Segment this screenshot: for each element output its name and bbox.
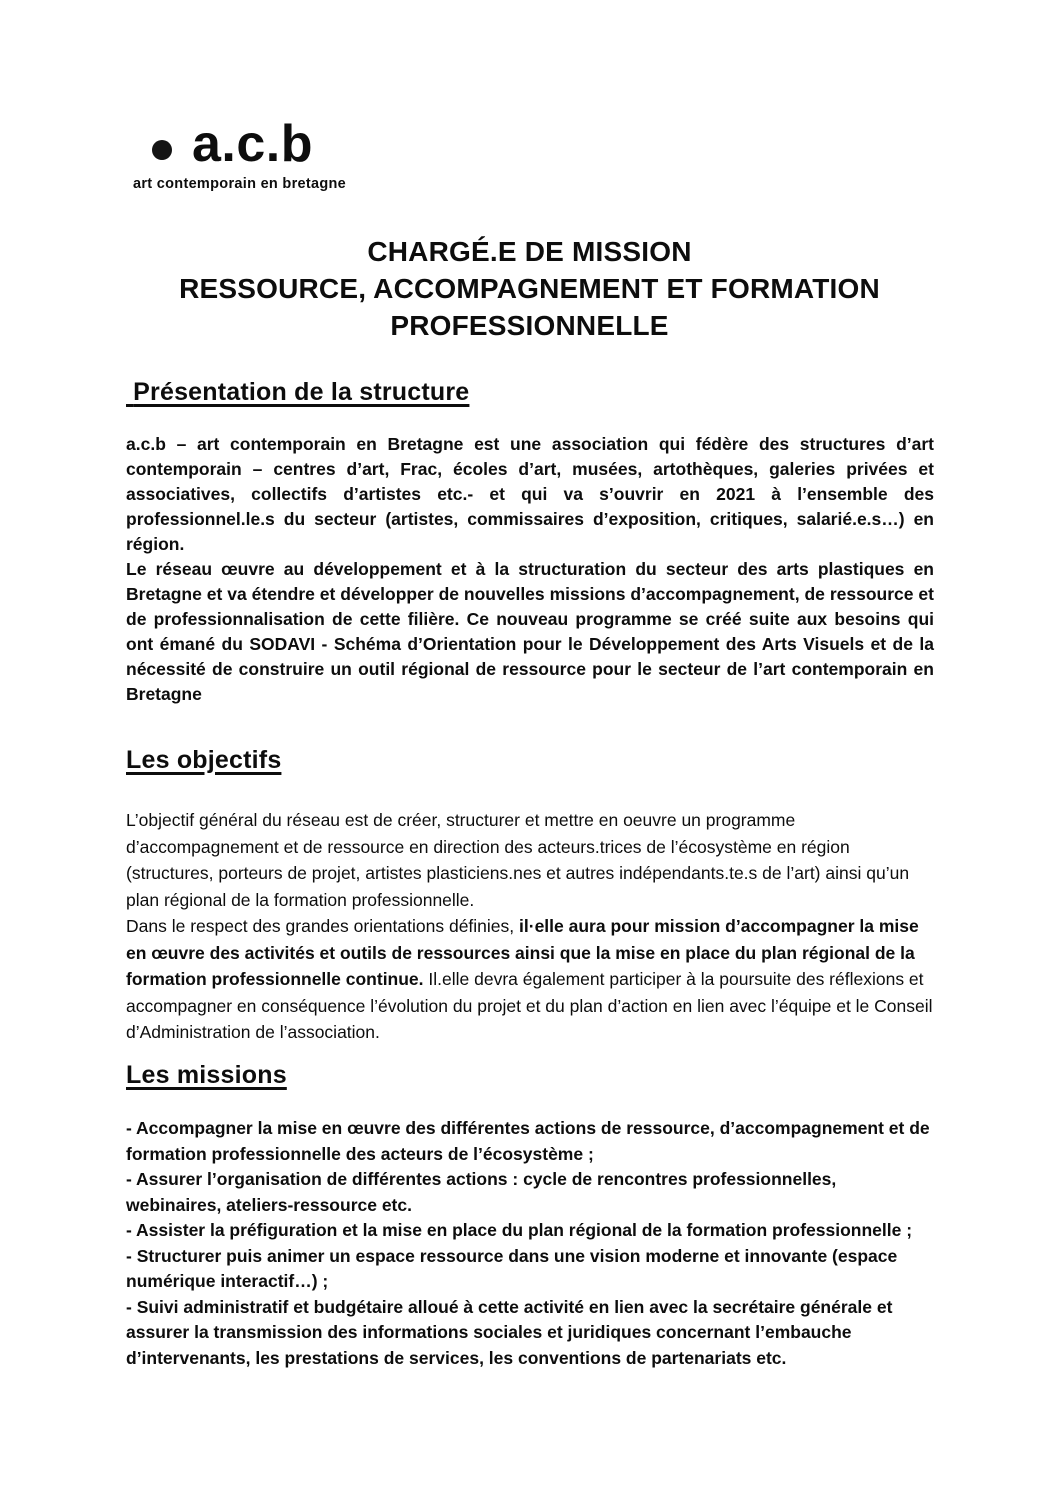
- objectifs-paragraph-2: [126, 913, 934, 1046]
- missions-body: [126, 1116, 934, 1371]
- mission-item: - Assister la préfiguration et la mise en place du plan régional de la formation professionnelle ;: [126, 1220, 913, 1240]
- presentation-paragraph-2: Le réseau œuvre au développement et à la structuration du secteur des arts plastiques en Bretagne et va étendre et développer de nouvelles missions d’accompagnement, de ressource et de professionnalisation de cette filière. Ce nouveau programme se créé suite aux besoins qui ont émané du SODAVI - Schéma d’Orientation pour le Développement des Arts Visuels et de la nécessité de construire un outil régional de ressource pour le secteur de l’art contemporain en Bretagne: [126, 559, 934, 704]
- objectifs-paragraph-2-bold: il·elle aura pour mission d’accompagner la mise en œuvre des activités et outils de ressources ainsi que la mise en place du plan régional de la formation professionnelle continue.: [126, 916, 919, 989]
- mission-item: - Assurer l’organisation de différentes actions : cycle de rencontres professionnelles, webinaires, ateliers-ressource etc.: [126, 1169, 837, 1215]
- heading-missions-text: Les missions: [126, 1061, 287, 1089]
- heading-missions: [126, 1061, 287, 1090]
- heading-presentation-text: Présentation de la structure: [126, 378, 470, 406]
- logo-tagline: art contemporain en bretagne: [133, 176, 347, 192]
- document-title: [126, 233, 933, 344]
- presentation-paragraph-1: a.c.b – art contemporain en Bretagne est une association qui fédère des structures d’art contemporain – centres d’art, Frac, écoles d’art, musées, artothèques, galeries privées et associatives, collectifs d’artistes etc.- et qui va s’ouvrir en 2021 à l’ensemble des professionnel.le.s du secteur (artistes, commissaires d’exposition, critiques, salarié.e.s…) en région.: [126, 434, 934, 554]
- mission-item: - Structurer puis animer un espace ressource dans une vision moderne et innovante (espace numérique interactif…) ;: [126, 1245, 898, 1291]
- heading-objectifs: [126, 746, 281, 775]
- title-line-2: RESSOURCE, ACCOMPAGNEMENT ET FORMATION: [179, 273, 880, 304]
- title-line-1: CHARGÉ.E DE MISSION: [367, 236, 692, 267]
- objectifs-paragraph-2-end: Il.elle devra également participer à la poursuite des réflexions et accompagner en conséquence l’évolution du projet et du plan d’action en lien avec l’équipe et le Conseil d’Administration de l’association.: [126, 969, 933, 1042]
- heading-presentation: [126, 378, 469, 407]
- logo-brand: a.c.b: [192, 115, 313, 173]
- objectifs-paragraph-2-start: Dans le respect des grandes orientations définies,: [126, 916, 520, 936]
- mission-item: - Accompagner la mise en œuvre des différentes actions de ressource, d’accompagnement et de formation professionnelle des acteurs de l’écosystème ;: [126, 1118, 930, 1164]
- logo: [152, 115, 313, 173]
- title-line-3: PROFESSIONNELLE: [390, 310, 669, 341]
- logo-dot-icon: [152, 140, 172, 160]
- objectifs-paragraph-1: L’objectif général du réseau est de créer, structurer et mettre en oeuvre un programme d’accompagnement et de ressource en direction des acteurs.trices de l’écosystème en région (structures, porteurs de projet, artistes plasticiens.nes et autres indépendants.te.s de l’art) ainsi qu’un plan régional de la formation professionnelle.: [126, 810, 910, 910]
- presentation-body: [126, 432, 934, 707]
- heading-objectifs-text: Les objectifs: [126, 746, 282, 774]
- objectifs-body: [126, 807, 934, 1046]
- mission-item: - Suivi administratif et budgétaire alloué à cette activité en lien avec la secrétaire générale et assurer la transmission des informations sociales et juridiques concernant l’embauche d’intervenants, les prestations de services, les conventions de partenariats etc.: [126, 1296, 893, 1368]
